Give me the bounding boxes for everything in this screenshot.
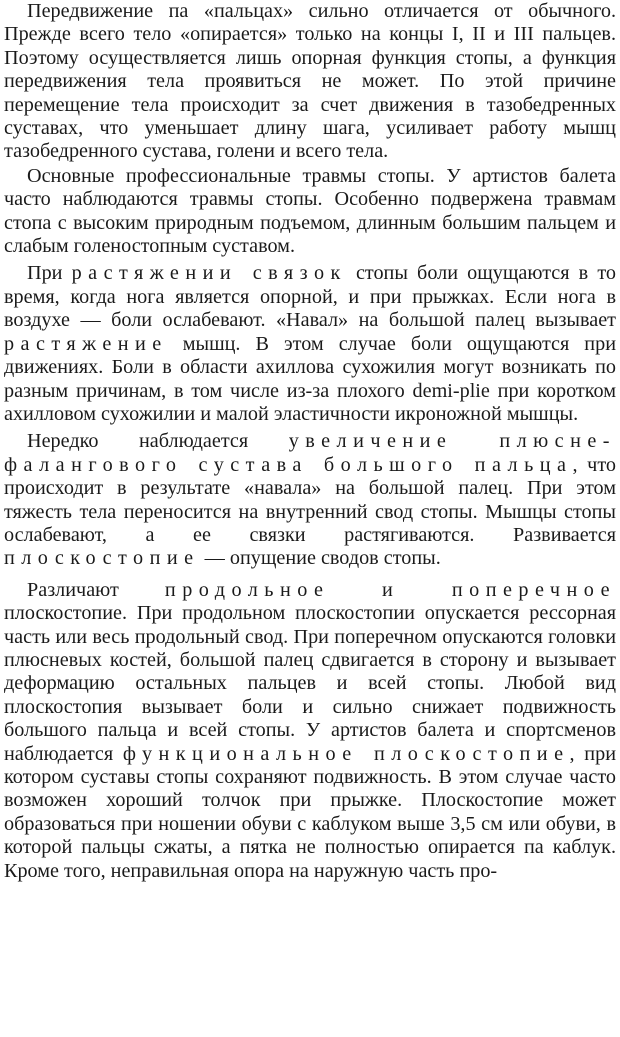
paragraph-1-text: Передвижение па «пальцах» сильно отличается от обычного. Прежде всего тело «опирается» только на концы I, II и III пальцев. Поэтому осуществляется лишь опорная функция стопы, а функция передвижения тела проявиться не может. По этой причине перемещение тела происходит за счет движения в тазобедренных суставах, что уменьшает длину шага, усиливает работу мышц тазобедренного сустава, голени и всего тела. [4,0,616,163]
paragraph-3-text-b: стопы боли ощущаются в то время, когда нога является опорной, и при прыжках. Если нога в воздухе — боли ослабевают. «Навал» на большой палец вызывает [4,262,616,332]
paragraph-5-text-b: плоскостопие. При продольном плоскостопии опускается рессорная часть или весь продольный свод. При поперечном опускаются головки плюсневых костей, большой палец сдвигается в сторону и вызывает деформацию остальных пальцев и всей стопы. Любой вид плоскостопия вызывает боли и сильно снижает подвижность большого пальца и всей стопы. У артистов балета и спортсменов наблюдается [4,602,616,765]
paragraph-3-text-c: мышц. В этом случае боли ощущаются при движениях. Боли в области ахиллова сухожилия могут возникать по разным причинам, в том числе из-за плохого demi-plie при коротком ахилловом сухожилии и малой эластичности икроножной мышцы. [4,332,616,425]
paragraph-5-text-c: , при котором суставы стопы сохраняют подвижность. В этом случае часто возможен хороший толчок при прыжке. Плоскостопие может образоваться при ношении обуви с каблуком выше 3,5 см или обуви, в которой пальцы сжаты, а пятка не полностью опирается па каблук. Кроме того, неправильная опора на наружную часть про- [4,742,616,882]
paragraph-2 [4,165,616,259]
paragraph-3 [4,262,616,426]
emphasis-spaced-term: увеличение плюсне-фалангового сустава большого пальца [4,430,616,476]
paragraph-3-text-a: При [27,262,72,285]
emphasis-spaced-term: растяжение [4,332,168,355]
emphasis-spaced-term: растяжении связок [71,262,347,285]
emphasis-spaced-term: плоскостопие [4,547,200,570]
paragraph-1 [4,0,616,164]
paragraph-5 [4,579,616,883]
paragraph-4-text-a: Нередко наблюдается [27,430,289,453]
paragraph-5-text-a: Различают [27,578,165,601]
paragraph-4 [4,430,616,570]
emphasis-spaced-term: функциональное плоскостопие [122,742,570,765]
emphasis-spaced-term: продольное и поперечное [164,578,616,601]
paragraph-4-text-b: , что происходит в результате «навала» на большой палец. При этом тяжесть тела переносится на внутренний свод стопы. Мышцы стопы ослабевают, а ее связки растягиваются. Развивается [4,453,616,546]
paragraph-2-text: Основные профессиональные травмы стопы. У артистов балета часто наблюдаются травмы стопы. Особенно подвержена травмам стопа с высоким природным подъемом, длинным большим пальцем и слабым голеностопным суставом. [4,164,616,258]
paragraph-4-text-c: — опущение сводов стопы. [199,547,441,570]
